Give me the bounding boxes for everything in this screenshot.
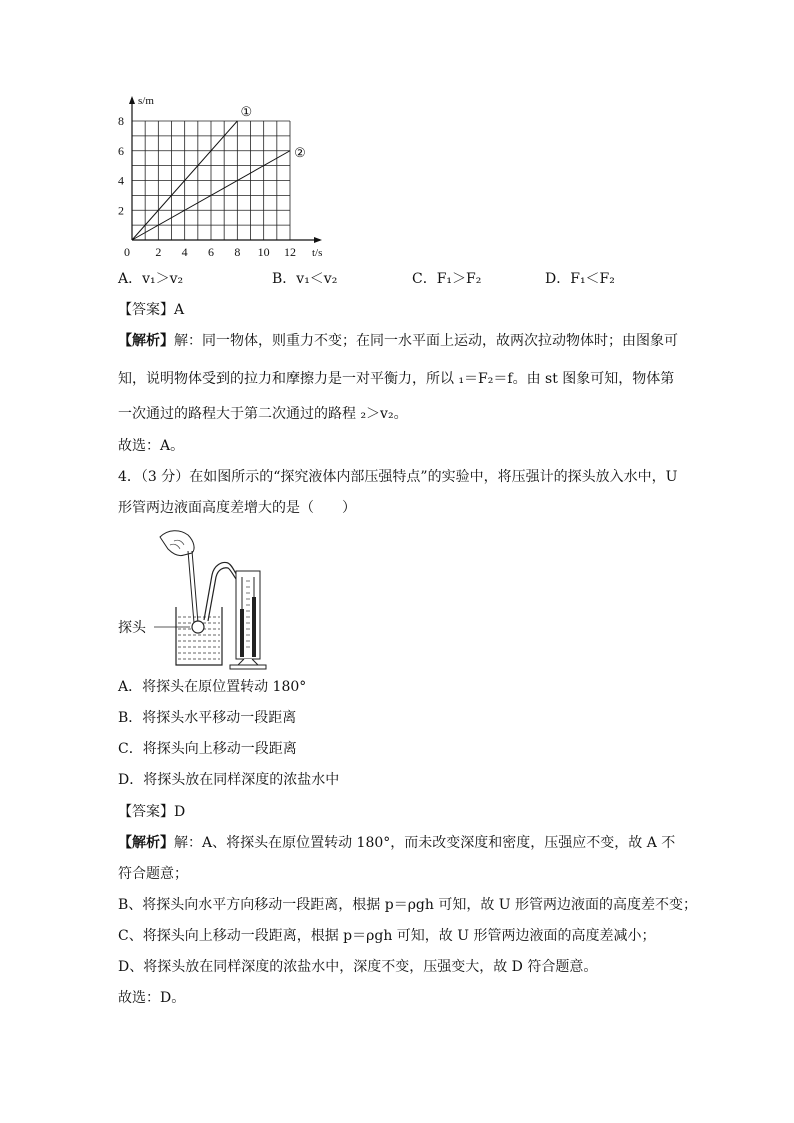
x-axis-label: t/s — [312, 247, 323, 259]
pressure-gauge-diagram — [118, 525, 318, 670]
q3-analysis-line-3: 一次通过的路程大于第二次通过的路程 ₂＞v₂。 — [118, 406, 408, 422]
probe-icon — [192, 621, 204, 633]
chart-grid — [132, 121, 290, 240]
q3-analysis-line-1 — [118, 332, 678, 350]
q3-conclusion: 故选：A。 — [118, 438, 185, 454]
u-tube-icon — [236, 571, 260, 659]
q4-stem-line-2: 形管两边液面高度差增大的是（ ） — [118, 500, 356, 516]
x-tick-label: 10 — [257, 245, 270, 259]
x-tick-label: 12 — [284, 245, 296, 259]
q4-answer: 【答案】D — [118, 804, 186, 820]
x-tick-label: 4 — [181, 245, 188, 259]
origin-label: 0 — [124, 245, 130, 259]
q4-conclusion: 故选：D。 — [118, 990, 186, 1006]
q4-option-d: D．将探头放在同样深度的浓盐水中 — [118, 772, 340, 788]
q4-analysis-line-2: 符合题意； — [118, 866, 188, 882]
q3-option-b: B．v₁＜v₂ — [272, 271, 338, 287]
x-tick-label: 6 — [208, 245, 214, 259]
q4-analysis-line-4: C、将探头向上移动一段距离，根据 p＝ρgh 可知，故 U 形管两边液面的高度差减小； — [118, 928, 656, 944]
st-graph — [110, 92, 350, 262]
q4-analysis-text-1: 解：A、将探头在原位置转动 180°，而未改变深度和密度，压强应不变，故 A 不 — [174, 835, 676, 851]
y-tick-label: 8 — [118, 114, 124, 128]
q4-option-c: C．将探头向上移动一段距离 — [118, 741, 297, 757]
y-tick-label: 6 — [118, 143, 124, 158]
y-axis-label: s/m — [138, 95, 154, 107]
hand-icon — [160, 531, 194, 556]
q3-option-c: C．F₁＞F₂ — [412, 271, 482, 287]
x-tick-label: 8 — [234, 245, 241, 259]
q4-analysis-line-3: B、将探头向水平方向移动一段距离，根据 p＝ρgh 可知，故 U 形管两边液面的高度差不变； — [118, 897, 698, 913]
q3-analysis-line-2: 知，说明物体受到的拉力和摩擦力是一对平衡力，所以 ₁＝F₂＝f。由 st 图象可知，物体第 — [118, 371, 675, 387]
q3-option-d: D．F₁＜F₂ — [545, 271, 615, 287]
chart-labels — [118, 95, 322, 259]
q4-analysis-line-1 — [118, 834, 675, 852]
y-tick-label: 2 — [118, 203, 124, 218]
pressure-gauge-figure — [118, 525, 318, 670]
q4-analysis-line-5: D、将探头放在同样深度的浓盐水中，深度不变，压强变大，故 D 符合题意。 — [118, 959, 598, 975]
q4-option-b: B．将探头水平移动一段距离 — [118, 710, 297, 726]
q4-stem-line-1: 4．（3 分）在如图所示的“探究液体内部压强特点”的实验中，将压强计的探头放入水中，U — [118, 469, 678, 485]
series-label-1: ① — [240, 104, 253, 119]
q4-option-a: A．将探头在原位置转动 180° — [118, 679, 307, 695]
q4-analysis-label: 【解析】 — [118, 835, 174, 851]
probe-label: 探头 — [118, 620, 146, 636]
q3-option-a: A．v₁＞v₂ — [118, 271, 184, 287]
series-label-2: ② — [294, 144, 306, 160]
y-axis-arrow — [129, 96, 135, 104]
q3-analysis-text-1: 解：同一物体，则重力不变；在同一水平面上运动，故两次拉动物体时；由图象可 — [174, 333, 678, 349]
q3-analysis-label: 【解析】 — [118, 333, 174, 349]
q3-answer: 【答案】A — [118, 302, 185, 318]
x-tick-label: 2 — [155, 245, 162, 259]
x-axis-arrow — [314, 237, 322, 243]
y-tick-label: 4 — [118, 173, 124, 188]
